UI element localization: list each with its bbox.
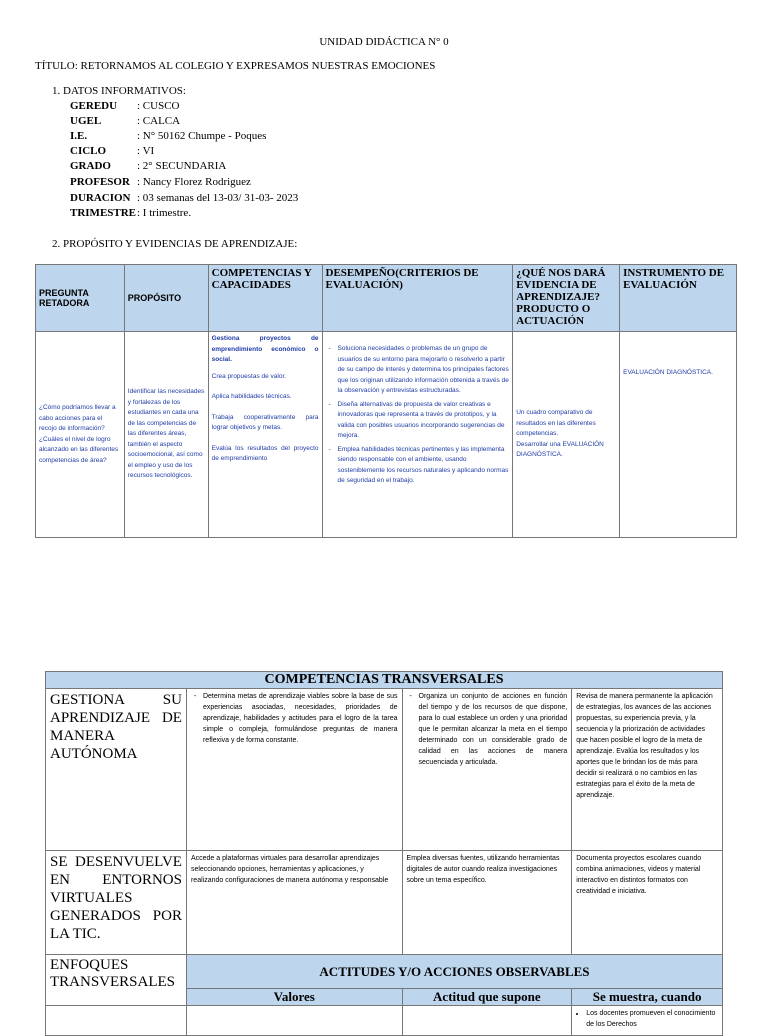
enfoque-name	[46, 1006, 187, 1036]
transversal-row	[46, 851, 723, 955]
enfoque-actitud	[402, 1006, 572, 1036]
info-label: CICLO	[70, 145, 107, 157]
transversal-cell: Emplea diversas fuentes, utilizando herramientas digitales de autor cuando realiza investigaciones sobre un tema específico.	[402, 851, 572, 955]
transversales-title-row	[46, 672, 723, 689]
enfoque-muestra	[572, 1006, 723, 1036]
section-proposito-heading: 2. PROPÓSITO Y EVIDENCIAS DE APRENDIZAJE:	[52, 238, 298, 250]
info-value: : CALCA	[137, 115, 181, 127]
transversal-name: GESTIONA SU APRENDIZAJE DE MANERA AUTÓNOMA	[46, 689, 187, 851]
transversal-name: SE DESENVUELVE EN ENTORNOS VIRTUALES GENERADOS POR LA TIC.	[46, 851, 187, 955]
info-value: : N° 50162 Chumpe - Poques	[137, 130, 267, 142]
info-value: : 03 semanas del 13-03/ 31-03- 2023	[137, 192, 299, 204]
info-value: : Nancy Florez Rodriguez	[137, 176, 251, 188]
header-proposito: PROPÓSITO	[124, 265, 208, 332]
col-valores: Valores	[186, 989, 402, 1006]
proposito-header-row	[36, 265, 737, 332]
info-value: : 2° SECUNDARIA	[137, 160, 227, 172]
enfoques-label: ENFOQUES TRANSVERSALES	[46, 955, 187, 1006]
transversal-text: - Determina metas de aprendizaje viables sobre la base de sus experiencias asociadas, necesidades, prioridades de aprendizaje, habilidades y actitudes para el logro de la tarea simple o compleja, formulándose preguntas de manera reflexiva y de forma constante.	[203, 691, 398, 746]
enfoque-row	[46, 1006, 723, 1036]
transversal-cell	[186, 689, 402, 851]
info-row-duracion	[70, 192, 298, 204]
document-title: TÍTULO: RETORNAMOS AL COLEGIO Y EXPRESAMOS NUESTRAS EMOCIONES	[35, 60, 436, 72]
info-label: TRIMESTRE	[70, 207, 137, 219]
evidencia-extra: Desarrollar una EVALUACIÓN DIAGNÓSTICA.	[516, 440, 604, 459]
capacidad-item: Trabaja cooperativamente para lograr objetivos y metas.	[211, 413, 319, 431]
pregunta-cell: ¿Cómo podríamos llevar a cabo acciones para el recojo de información? ¿Cuáles el nivel de logro alcanzado en las diferentes competencias de área?	[36, 332, 125, 538]
enfoques-header-row	[46, 955, 723, 989]
capacidad-item: Aplica habilidades técnicas.	[211, 393, 292, 400]
info-row-ie	[70, 130, 266, 142]
info-value: : I trimestre.	[137, 207, 192, 219]
info-label: UGEL	[70, 115, 102, 127]
transversal-text: - Organiza un conjunto de acciones en función del tiempo y de los recursos de que dispone, para lo cual establece un orden y una prioridad que le permitan alcanzar la meta en el tiempo determinado con un considerable grado de calidad en las acciones de manera secuenciada y articulada.	[419, 691, 568, 768]
info-label: DURACION	[70, 192, 131, 204]
header-pregunta: PREGUNTA RETADORA	[36, 265, 125, 332]
transversales-title: COMPETENCIAS TRANSVERSALES	[46, 672, 723, 689]
transversal-cell: Revisa de manera permanente la aplicación de estrategias, los avances de las acciones propuestas, su experiencia previa, y la secuencia y la priorización de actividades que hacen posible el logro de la meta de aprendizaje. Evalúa los resultados y los aportes que le brindan los de más para decidir si realizará o no cambios en las estrategias para el éxito de la meta de aprendizaje.	[572, 689, 723, 851]
info-label: PROFESOR	[70, 176, 130, 188]
header-desempeno: DESEMPEÑO(CRITERIOS DE EVALUACIÓN)	[322, 265, 513, 332]
capacidad-item: Evalúa los resultados del proyecto de emprendimiento	[211, 444, 319, 462]
enfoque-valor	[186, 1006, 402, 1036]
evidencia-text: Un cuadro comparativo de resultados en las diferentes competencias.	[516, 409, 596, 438]
header-evidencia: ¿QUÉ NOS DARÁ EVIDENCIA DE APRENDIZAJE? PRODUCTO O ACTUACIÓN	[513, 265, 620, 332]
transversal-row	[46, 689, 723, 851]
info-label: GRADO	[70, 160, 111, 172]
proposito-cell: Identificar las necesidades y fortalezas de los estudiantes en cada una de las competencias de las diferentes áreas, también el aspecto socioemocional, así como el empleo y uso de los recursos tecnológicos.	[124, 332, 208, 538]
proposito-table	[35, 264, 737, 538]
evidencia-cell	[513, 332, 620, 538]
competencia-title: Gestiona proyectos de emprendimiento económico o social.	[211, 335, 319, 363]
info-value: : CUSCO	[137, 100, 180, 112]
transversales-table	[45, 671, 723, 1036]
desempeno-item: - Diseña alternativas de propuesta de valor creativas e innovadoras que representa a través de prototipos, y la valida con posibles usuarios incorporando sugerencias de mejora.	[338, 400, 510, 442]
info-row-trimestre	[70, 207, 191, 219]
desempeno-cell	[322, 332, 513, 538]
info-row-geredu	[70, 100, 180, 112]
proposito-body-row	[36, 332, 737, 538]
info-value: : VI	[137, 145, 155, 157]
transversal-cell: Documenta proyectos escolares cuando combina animaciones, videos y material interactivo en distintos formatos con creatividad e iniciativa.	[572, 851, 723, 955]
info-row-ciclo	[70, 145, 154, 157]
col-actitud: Actitud que supone	[402, 989, 572, 1006]
info-label: I.E.	[70, 130, 88, 142]
info-row-grado	[70, 160, 226, 172]
info-row-ugel	[70, 115, 180, 127]
info-label: GEREDU	[70, 100, 118, 112]
competencias-cell	[208, 332, 322, 538]
enfoques-title: ACTITUDES Y/O ACCIONES OBSERVABLES	[186, 955, 722, 989]
transversal-cell	[402, 689, 572, 851]
capacidad-item: Crea propuestas de valor.	[211, 372, 287, 380]
col-muestra: Se muestra, cuando	[572, 989, 723, 1006]
desempeno-item: - Emplea habilidades técnicas pertinentes y las implementa siendo responsable con el ambiente, usando sosteniblemente los recursos naturales y aplicando normas de seguridad en el trabajo.	[338, 445, 510, 487]
info-row-profesor	[70, 176, 251, 188]
enfoque-item: • Los docentes promueven el conocimiento de los Derechos	[586, 1008, 718, 1030]
desempeno-item: - Soluciona necesidades o problemas de un grupo de usuarios de su entorno para mejorarlo o resolverlo a partir de su campo de interés y determina los principales factores que los originan utilizando información obtenida a través de la observación y entrevistas estructuradas.	[338, 344, 510, 397]
header-instrumento: INSTRUMENTO DE EVALUACIÓN	[620, 265, 737, 332]
instrumento-cell: EVALUACIÓN DIAGNÓSTICA.	[620, 332, 737, 538]
header-competencias: COMPETENCIAS Y CAPACIDADES	[208, 265, 322, 332]
unit-title: UNIDAD DIDÁCTICA N° 0	[319, 36, 449, 48]
section-datos-heading: 1. DATOS INFORMATIVOS:	[52, 85, 186, 97]
transversal-cell: Accede a plataformas virtuales para desarrollar aprendizajes seleccionando opciones, herramientas y aplicaciones, y realizando configuraciones de manera autónoma y responsable	[186, 851, 402, 955]
